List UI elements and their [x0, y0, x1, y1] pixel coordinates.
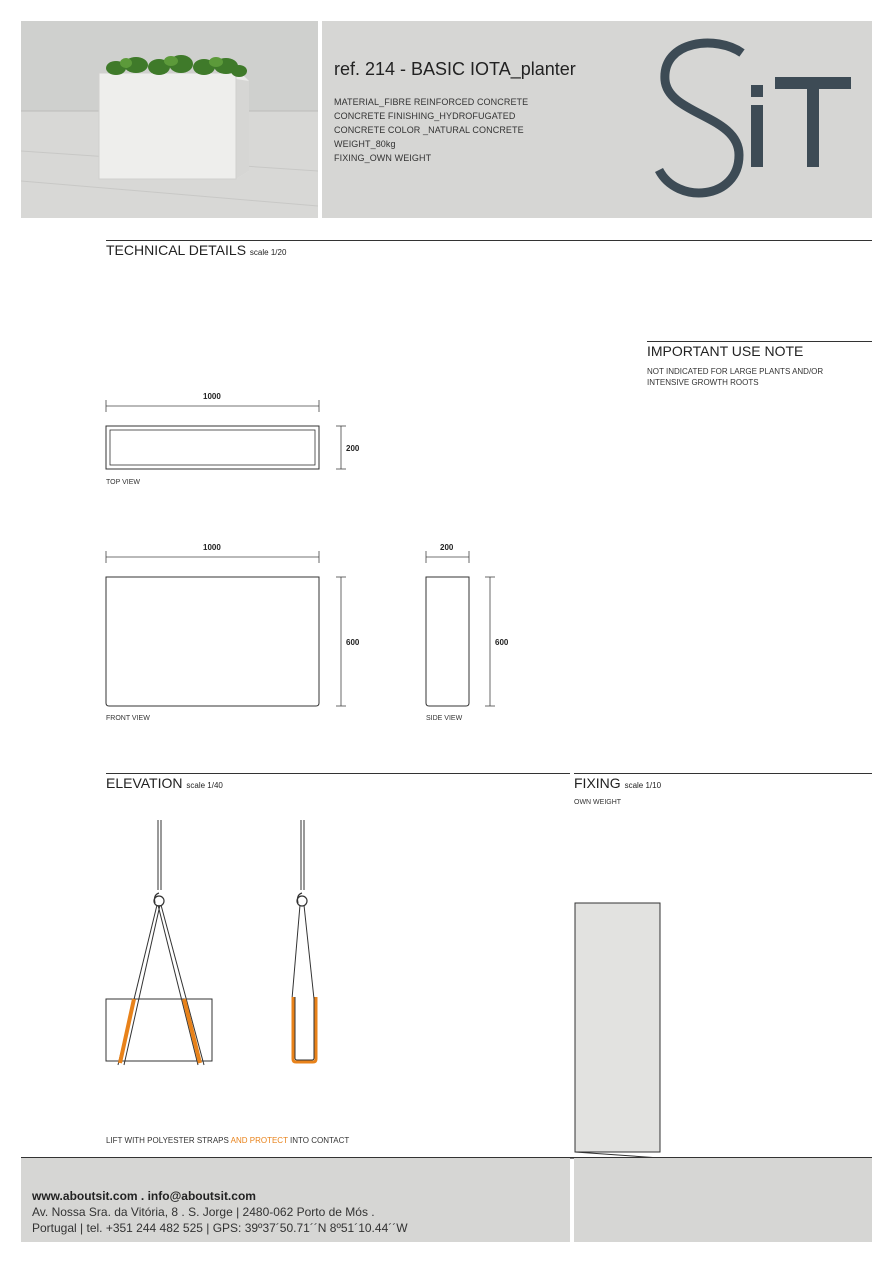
note-title: IMPORTANT USE NOTE	[647, 343, 804, 359]
footer-web-line	[32, 1189, 256, 1203]
side-view-width: 200	[440, 543, 454, 552]
caption-part-1: LIFT WITH POLYESTER STRAPS	[106, 1136, 231, 1145]
elevation-title	[106, 775, 223, 791]
spec-fixing: FIXING_OWN WEIGHT	[334, 153, 432, 163]
technical-scale: scale 1/20	[249, 248, 287, 257]
caption-highlight: AND PROTECT	[230, 1136, 288, 1145]
product-title: ref. 214 - BASIC IOTA_planter	[334, 59, 576, 79]
side-view-label: SIDE VIEW	[426, 715, 463, 722]
front-view-label: FRONT VIEW	[106, 715, 150, 722]
side-view-height: 600	[495, 638, 509, 647]
top-view-drawing	[100, 395, 370, 480]
fixing-label: OWN WEIGHT	[574, 799, 622, 806]
front-view-drawing	[100, 546, 370, 711]
elevation-divider	[106, 773, 570, 774]
spec-material: MATERIAL_FIBRE REINFORCED CONCRETE	[334, 97, 529, 107]
footer-right-panel	[574, 1158, 872, 1242]
lifting-diagram	[100, 815, 340, 1075]
elevation-caption	[106, 1136, 349, 1145]
sit-logo	[647, 35, 857, 205]
elevation-title-text: ELEVATION	[106, 775, 183, 791]
footer-contact-panel	[21, 1158, 570, 1242]
fixing-title-text: FIXING	[574, 775, 621, 791]
note-line-2: INTENSIVE GROWTH ROOTS	[647, 378, 759, 387]
elevation-scale: scale 1/40	[186, 781, 223, 790]
spec-color: CONCRETE COLOR _NATURAL CONCRETE	[334, 125, 524, 135]
note-line-1: NOT INDICATED FOR LARGE PLANTS AND/OR	[647, 367, 824, 376]
top-view-depth: 200	[346, 444, 360, 453]
email-link[interactable]: info@aboutsit.com	[147, 1189, 256, 1203]
fixing-drawing	[570, 898, 790, 1160]
fixing-scale: scale 1/10	[624, 781, 662, 790]
spec-finishing: CONCRETE FINISHING_HYDROFUGATED	[334, 111, 516, 121]
fixing-divider	[574, 773, 872, 774]
header-info-panel	[322, 21, 872, 218]
front-view-height: 600	[346, 638, 360, 647]
front-view-width: 1000	[203, 543, 221, 552]
fixing-title	[574, 775, 661, 791]
technical-title	[106, 242, 286, 258]
spec-weight: WEIGHT_80kg	[334, 139, 396, 149]
footer-separator: .	[137, 1189, 148, 1203]
footer-address-1: Av. Nossa Sra. da Vitória, 8 . S. Jorge | 2480-062 Porto de Mós .	[32, 1205, 375, 1219]
top-view-width: 1000	[203, 392, 221, 401]
top-view-label: TOP VIEW	[106, 479, 140, 486]
technical-title-text: TECHNICAL DETAILS	[106, 242, 247, 258]
technical-divider	[106, 240, 872, 241]
footer-address-2: Portugal | tel. +351 244 482 525 | GPS: 39º37´50.71´´N 8º51´10.44´´W	[32, 1221, 408, 1235]
caption-part-3: INTO CONTACT	[287, 1136, 350, 1145]
side-view-drawing	[420, 546, 530, 711]
product-photo	[21, 21, 318, 218]
planter-photo-illustration	[21, 21, 318, 218]
website-link[interactable]: www.aboutsit.com	[32, 1189, 138, 1203]
note-divider	[647, 341, 872, 342]
